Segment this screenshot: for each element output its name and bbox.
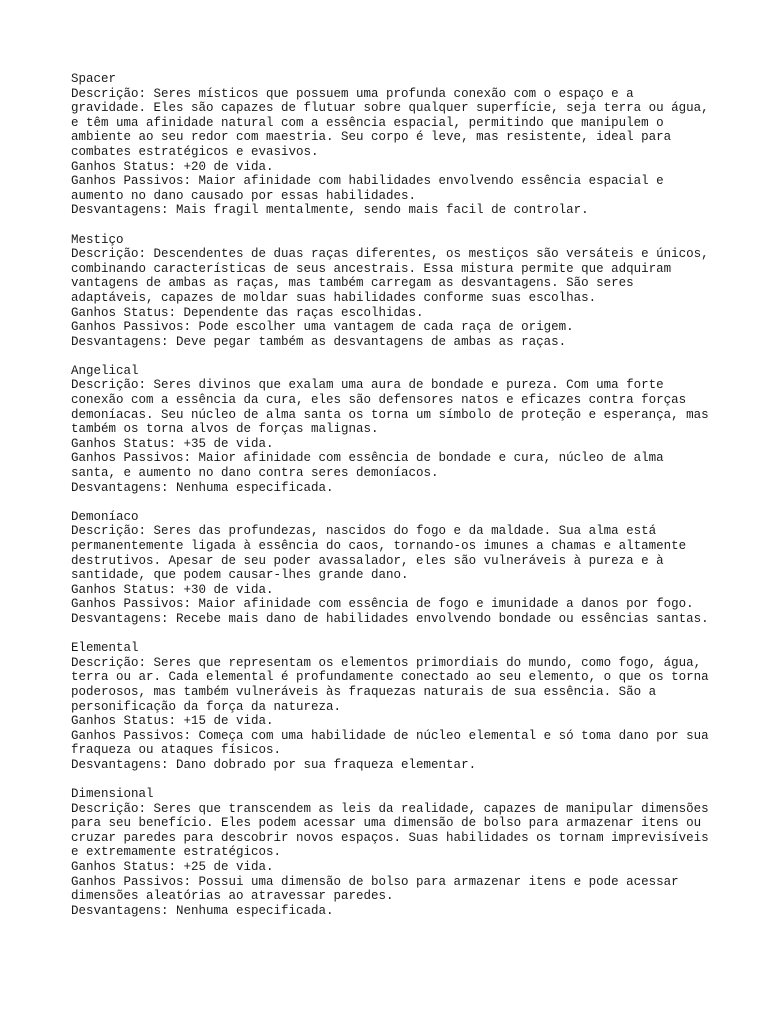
race-section-demoniaco [71,510,711,627]
race-status-gains: Ganhos Status: +25 de vida. [71,860,274,875]
race-title: Demoníaco [71,509,139,524]
race-status-gains: Ganhos Status: Dependente das raças escolhidas. [71,305,424,320]
race-section-elemental [71,641,717,772]
race-title: Spacer [71,72,117,86]
race-status-gains: Ganhos Status: +35 de vida. [71,436,274,451]
race-disadvantages: Desvantagens: Mais fragil mentalmente, sendo mais facil de controlar. [71,203,589,218]
race-section-angelical [71,363,717,495]
race-title: Dimensional [71,787,154,802]
race-passive-gains: Ganhos Passivos: Começa com uma habilidade de núcleo elemental e só toma dano por sua fraqueza ou ataques físicos. [71,728,717,758]
race-passive-gains: Ganhos Passivos: Maior afinidade com essência de fogo e imunidade a danos por fogo. [71,597,694,612]
race-passive-gains: Ganhos Passivos: Pode escolher uma vantagem de cada raça de origem. [71,320,574,335]
race-status-gains: Ganhos Status: +30 de vida. [71,582,274,597]
race-title: Mestiço [71,232,124,247]
race-description: Descrição: Seres divinos que exalam uma aura de bondade e pureza. Com uma forte conexão com a essência da cura, eles são defensores natos e eficazes contra forças demoníacas. Seu núcleo de alma santa os torna um símbolo de proteção e esperança, mas também os torna alvos de forças malignas. [71,378,717,437]
race-passive-gains: Ganhos Passivos: Possui uma dimensão de bolso para armazenar itens e pode acessar dimensões aleatórias ao atravessar paredes. [71,874,687,904]
race-description: Descrição: Seres que transcendem as leis da realidade, capazes de manipular dimensões para seu benefício. Eles podem acessar uma dimensão de bolso para armazenar itens ou cruzar paredes para descobrir novos espaços. Suas habilidades os tornam imprevisíveis e extremamente estratégicos. [71,801,717,860]
race-status-gains: Ganhos Status: +15 de vida. [71,714,274,729]
race-description: Descrição: Seres das profundezas, nascidos do fogo e da maldade. Sua alma está permanentemente ligada à essência do caos, tornando-os imunes a chamas e altamente destrutivos. Apesar de seu poder avassalador, eles são vulneráveis à pureza e à santidade, que podem causar-lhes grande dano. [71,524,694,583]
race-description: Descrição: Descendentes de duas raças diferentes, os mestiços são versáteis e únicos, combinando características de seus ancestrais. Essa mistura permite que adquiram vantagens de ambas as raças, mas também carregam as desvantagens. São seres adaptáveis, capazes de moldar suas habilidades conforme suas escolhas. [71,247,717,305]
race-disadvantages: Desvantagens: Dano dobrado por sua fraqueza elementar. [71,757,477,772]
race-section-spacer [71,72,717,218]
race-passive-gains: Ganhos Passivos: Maior afinidade com essência de bondade e cura, núcleo de alma santa, e aumento no dano contra seres demoníacos. [71,451,672,481]
document-page [71,72,717,933]
race-passive-gains: Ganhos Passivos: Maior afinidade com habilidades envolvendo essência espacial e aumento no dano causado por essas habilidades. [71,174,672,203]
race-section-mestico [71,232,717,350]
race-description: Descrição: Seres místicos que possuem uma profunda conexão com o espaço e a gravidade. Eles são capazes de flutuar sobre qualquer superfície, seja terra ou água, e têm uma afinidade natural com a essência espacial, permitindo que manipulem o ambiente ao seu redor com maestria. Seu corpo é leve, mas resistente, ideal para combates estratégicos e evasivos. [71,86,717,159]
race-description: Descrição: Seres que representam os elementos primordiais do mundo, como fogo, água, terra ou ar. Cada elemental é profundamente conectado ao seu elemento, o que os torna poderosos, mas também vulneráveis às fraquezas naturais de sua essência. São a personificação da força da natureza. [71,655,717,714]
race-status-gains: Ganhos Status: +20 de vida. [71,159,274,174]
race-title: Elemental [71,641,139,656]
race-disadvantages: Desvantagens: Recebe mais dano de habilidades envolvendo bondade ou essências santas. [71,611,709,626]
race-disadvantages: Desvantagens: Deve pegar também as desvantagens de ambas as raças. [71,334,567,349]
race-title: Angelical [71,363,139,378]
race-disadvantages: Desvantagens: Nenhuma especificada. [71,903,334,918]
race-disadvantages: Desvantagens: Nenhuma especificada. [71,480,334,495]
race-section-dimensional [71,787,717,918]
